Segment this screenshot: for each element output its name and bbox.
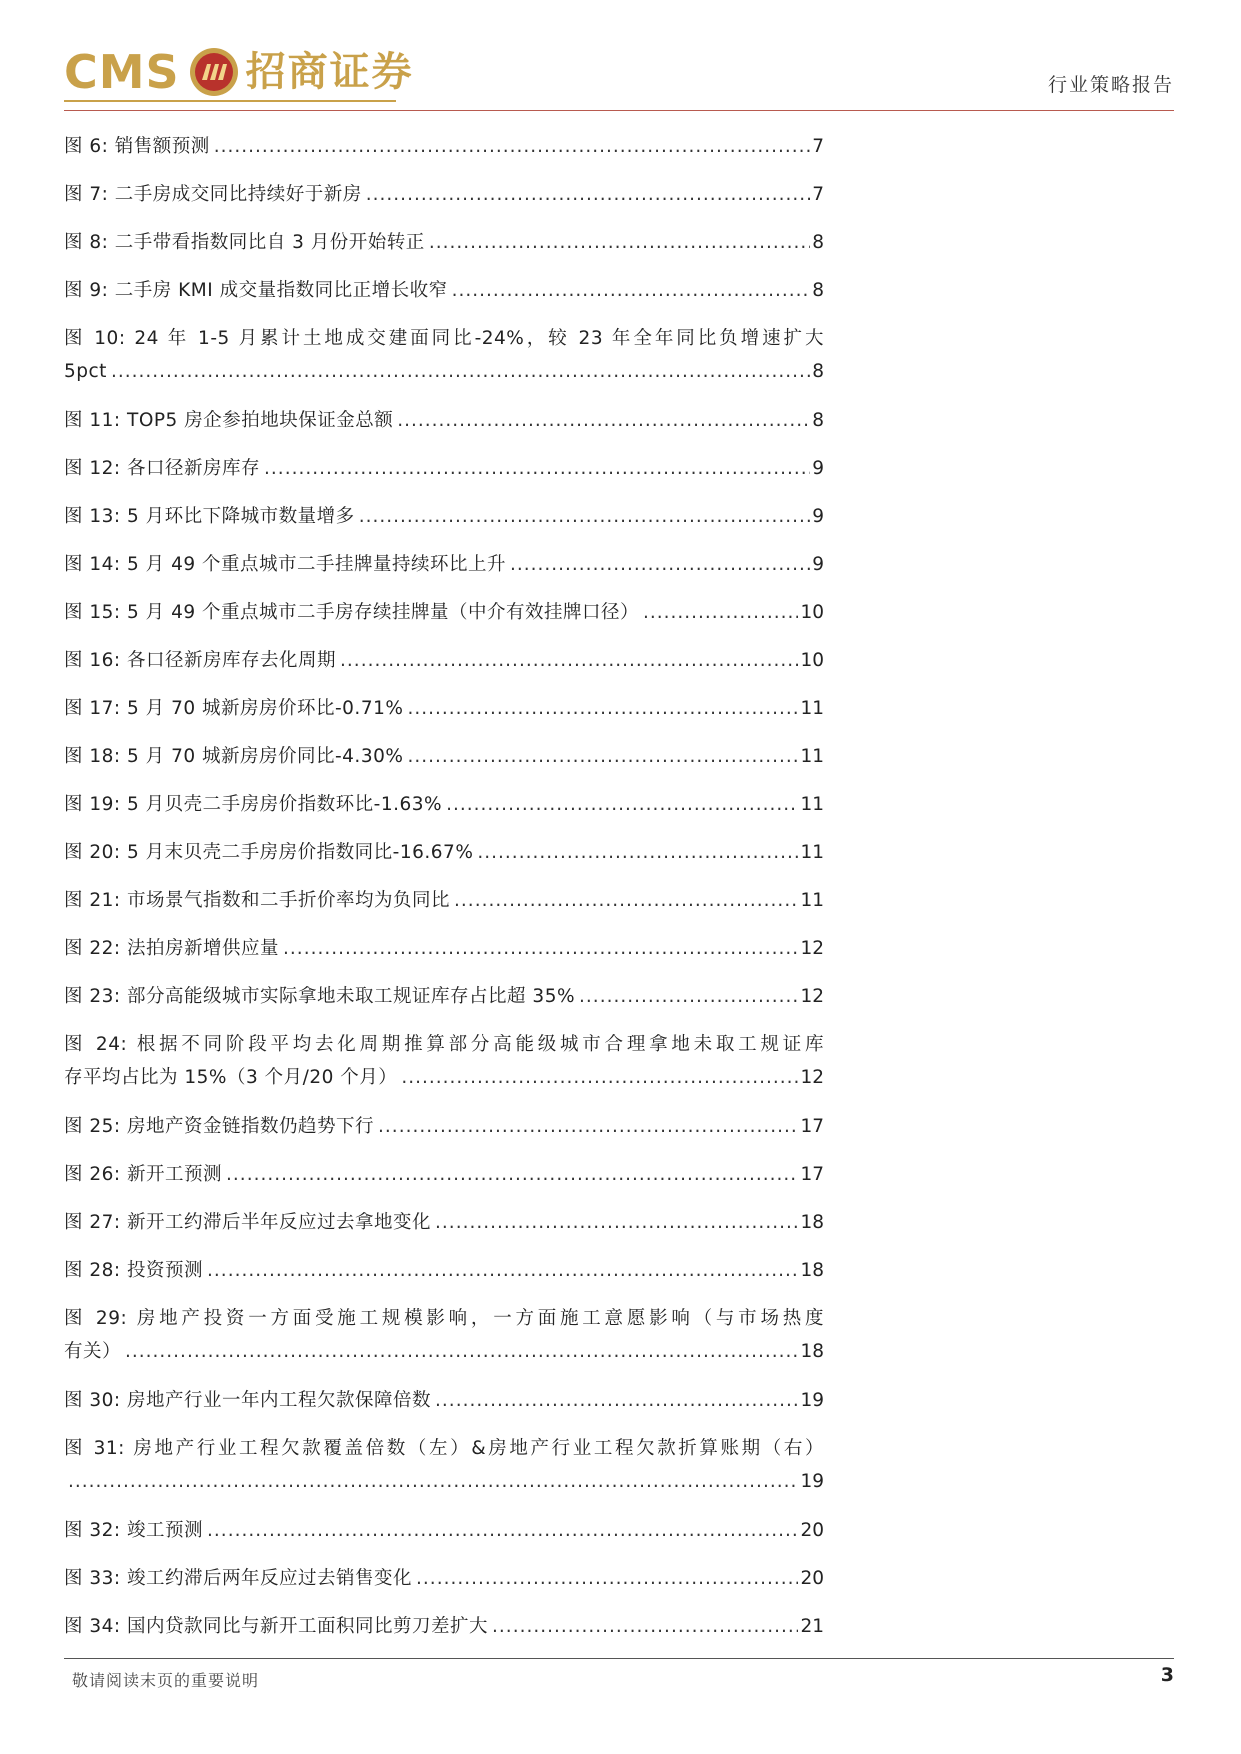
toc-entry-row [64, 1508, 824, 1547]
toc-entry-row [64, 172, 824, 211]
toc-entry-row [64, 1104, 824, 1143]
toc-dot-leader [226, 1158, 798, 1191]
toc-entry-title: 图 22: 法拍房新增供应量 [64, 938, 280, 959]
toc-page-number: 10 [800, 650, 824, 671]
toc-entry-row [64, 355, 824, 388]
toc-entry[interactable] [64, 1556, 824, 1604]
toc-entry-title: 图 8: 二手带看指数同比自 3 月份开始转正 [64, 232, 425, 253]
toc-entry[interactable] [64, 1604, 824, 1652]
toc-entry[interactable] [64, 686, 824, 734]
toc-entry[interactable] [64, 878, 824, 926]
toc-dot-leader [452, 274, 811, 307]
toc-entry[interactable] [64, 1248, 824, 1296]
toc-page-number: 17 [800, 1116, 824, 1137]
toc-page-number: 19 [800, 1390, 824, 1411]
toc-dot-leader [454, 884, 798, 917]
toc-entry-title: 图 28: 投资预测 [64, 1260, 204, 1281]
toc-dot-leader [435, 1206, 798, 1239]
logo-chinese-text: 招商证券 [245, 48, 414, 95]
toc-entry-row [64, 1248, 824, 1287]
toc-entry-title: 图 30: 房地产行业一年内工程欠款保障倍数 [64, 1390, 432, 1411]
toc-dot-leader [397, 404, 810, 437]
toc-entry[interactable] [64, 1296, 824, 1378]
toc-entry-title: 图 18: 5 月 70 城新房房价同比-4.30% [64, 746, 404, 767]
toc-dot-leader [401, 1061, 798, 1094]
toc-entry-row [64, 1335, 824, 1368]
logo-underline [64, 100, 396, 102]
toc-dot-leader [264, 452, 810, 485]
toc-entry-row [64, 782, 824, 821]
toc-page-number: 7 [812, 184, 824, 205]
toc-entry-row [64, 446, 824, 485]
logo-latin-text: CMS [64, 45, 180, 99]
toc-entry[interactable] [64, 1508, 824, 1556]
toc-entry-row [64, 590, 824, 629]
toc-entry[interactable] [64, 1104, 824, 1152]
toc-entry-row [64, 926, 824, 965]
footer-disclaimer: 敬请阅读末页的重要说明 [72, 1671, 260, 1690]
toc-entry-title: 图 11: TOP5 房企参拍地块保证金总额 [64, 410, 394, 431]
logo-emblem-icon [188, 46, 240, 98]
toc-dot-leader [510, 548, 810, 581]
toc-entry[interactable] [64, 446, 824, 494]
toc-entry[interactable] [64, 1152, 824, 1200]
toc-dot-leader [492, 1610, 798, 1643]
toc-entry[interactable] [64, 1200, 824, 1248]
page-number: 3 [1160, 1664, 1174, 1686]
toc-entry[interactable] [64, 268, 824, 316]
toc-entry-row [64, 220, 824, 259]
toc-dot-leader [643, 596, 798, 629]
toc-page-number: 11 [800, 746, 824, 767]
toc-dot-leader [416, 1562, 798, 1595]
toc-entry-row [64, 830, 824, 869]
toc-entry[interactable] [64, 590, 824, 638]
toc-entry-row [64, 1152, 824, 1191]
toc-entry-title: 图 34: 国内贷款同比与新开工面积同比剪刀差扩大 [64, 1616, 489, 1637]
toc-dot-leader [340, 644, 798, 677]
figure-list [64, 124, 824, 1652]
toc-entry-title: 图 21: 市场景气指数和二手折价率均为负同比 [64, 890, 451, 911]
toc-entry-row [64, 1378, 824, 1417]
toc-entry-row [64, 1200, 824, 1239]
toc-entry-title: 图 13: 5 月环比下降城市数量增多 [64, 506, 355, 527]
toc-entry-row [64, 542, 824, 581]
toc-entry-title: 图 27: 新开工约滞后半年反应过去拿地变化 [64, 1212, 432, 1233]
toc-entry-title: 图 17: 5 月 70 城新房房价环比-0.71% [64, 698, 404, 719]
toc-dot-leader [579, 980, 798, 1013]
toc-dot-leader [429, 226, 810, 259]
toc-entry[interactable] [64, 1022, 824, 1104]
toc-page-number: 8 [812, 232, 824, 253]
page-header [64, 40, 1174, 112]
toc-entry-title-line1: 图 24: 根据不同阶段平均去化周期推算部分高能级城市合理拿地未取工规证库 [64, 1034, 824, 1055]
toc-entry-title-line1: 图 10: 24 年 1-5 月累计土地成交建面同比-24%，较 23 年全年同比负增速扩大 [64, 328, 824, 349]
toc-entry[interactable] [64, 124, 824, 172]
toc-entry-title: 图 15: 5 月 49 个重点城市二手房存续挂牌量（中介有效挂牌口径） [64, 602, 639, 623]
toc-page-number: 8 [812, 361, 824, 382]
toc-entry[interactable] [64, 1378, 824, 1426]
toc-entry-row [64, 974, 824, 1013]
toc-page-number: 8 [812, 280, 824, 301]
toc-entry-title-line2: 存平均占比为 15%（3 个月/20 个月） [64, 1067, 398, 1088]
toc-entry-row [64, 398, 824, 437]
toc-entry[interactable] [64, 542, 824, 590]
toc-dot-leader [435, 1384, 798, 1417]
toc-dot-leader [125, 1335, 798, 1368]
toc-page-number: 9 [812, 458, 824, 479]
toc-dot-leader [477, 836, 798, 869]
toc-entry-row [64, 734, 824, 773]
toc-dot-leader [407, 692, 798, 725]
toc-entry[interactable] [64, 1426, 824, 1508]
toc-dot-leader [68, 1465, 798, 1498]
toc-dot-leader [407, 740, 798, 773]
toc-page-number: 11 [800, 842, 824, 863]
toc-entry[interactable] [64, 316, 824, 398]
toc-entry-row [64, 1604, 824, 1643]
toc-entry-title: 图 26: 新开工预测 [64, 1164, 223, 1185]
toc-entry[interactable] [64, 638, 824, 686]
toc-entry-title-line1: 图 29: 房地产投资一方面受施工规模影响，一方面施工意愿影响（与市场热度 [64, 1308, 824, 1329]
toc-page-number: 12 [800, 938, 824, 959]
toc-entry-row [64, 878, 824, 917]
toc-entry-title-line2: 有关） [64, 1341, 122, 1362]
toc-page-number: 18 [800, 1341, 824, 1362]
toc-dot-leader [207, 1254, 798, 1287]
toc-page-number: 20 [800, 1568, 824, 1589]
toc-dot-leader [359, 500, 811, 533]
toc-dot-leader [207, 1514, 798, 1547]
toc-dot-leader [111, 355, 810, 388]
toc-page-number: 20 [800, 1520, 824, 1541]
toc-dot-leader [378, 1110, 798, 1143]
toc-entry-title: 图 19: 5 月贝壳二手房房价指数环比-1.63% [64, 794, 443, 815]
toc-entry[interactable] [64, 974, 824, 1022]
toc-entry[interactable] [64, 830, 824, 878]
toc-entry-row [64, 1465, 824, 1498]
toc-entry-title: 图 23: 部分高能级城市实际拿地未取工规证库存占比超 35% [64, 986, 576, 1007]
toc-page-number: 18 [800, 1212, 824, 1233]
toc-page-number: 11 [800, 890, 824, 911]
toc-entry-title: 图 33: 竣工约滞后两年反应过去销售变化 [64, 1568, 413, 1589]
header-divider [64, 110, 1174, 111]
toc-page-number: 10 [800, 602, 824, 623]
toc-entry-row [64, 494, 824, 533]
toc-page-number: 9 [812, 506, 824, 527]
toc-entry-title-line1: 图 31: 房地产行业工程欠款覆盖倍数（左）&房地产行业工程欠款折算账期（右） [64, 1438, 824, 1459]
toc-page-number: 7 [812, 136, 824, 157]
toc-entry-row [64, 124, 824, 163]
toc-dot-leader [366, 178, 810, 211]
toc-dot-leader [214, 130, 810, 163]
toc-page-number: 11 [800, 698, 824, 719]
toc-page-number: 21 [800, 1616, 824, 1637]
toc-entry-row [64, 686, 824, 725]
toc-entry-title: 图 14: 5 月 49 个重点城市二手挂牌量持续环比上升 [64, 554, 506, 575]
toc-page-number: 18 [800, 1260, 824, 1281]
toc-page-number: 11 [800, 794, 824, 815]
footer-divider [64, 1658, 1174, 1659]
report-type-label: 行业策略报告 [1047, 74, 1174, 96]
toc-entry[interactable] [64, 782, 824, 830]
toc-entry-title: 图 6: 销售额预测 [64, 136, 210, 157]
toc-entry-title: 图 7: 二手房成交同比持续好于新房 [64, 184, 362, 205]
toc-entry[interactable] [64, 734, 824, 782]
toc-page-number: 17 [800, 1164, 824, 1185]
toc-entry-title: 图 20: 5 月末贝壳二手房房价指数同比-16.67% [64, 842, 474, 863]
toc-page-number: 12 [800, 986, 824, 1007]
toc-entry-row [64, 268, 824, 307]
toc-page-number: 19 [800, 1471, 824, 1492]
toc-entry[interactable] [64, 220, 824, 268]
toc-entry-title: 图 12: 各口径新房库存 [64, 458, 261, 479]
toc-page-number: 9 [812, 554, 824, 575]
toc-page-number: 8 [812, 410, 824, 431]
toc-entry[interactable] [64, 398, 824, 446]
toc-entry[interactable] [64, 494, 824, 542]
toc-dot-leader [446, 788, 798, 821]
toc-entry-row [64, 1061, 824, 1094]
toc-entry[interactable] [64, 926, 824, 974]
toc-entry-title: 图 16: 各口径新房库存去化周期 [64, 650, 337, 671]
toc-entry-title-line2: 5pct [64, 361, 107, 382]
toc-entry-row [64, 638, 824, 677]
company-logo [64, 44, 414, 100]
toc-entry-title: 图 25: 房地产资金链指数仍趋势下行 [64, 1116, 375, 1137]
toc-entry-title: 图 32: 竣工预测 [64, 1520, 204, 1541]
toc-entry[interactable] [64, 172, 824, 220]
toc-entry-title: 图 9: 二手房 KMI 成交量指数同比正增长收窄 [64, 280, 448, 301]
toc-entry-row [64, 1556, 824, 1595]
toc-dot-leader [283, 932, 798, 965]
toc-page-number: 12 [800, 1067, 824, 1088]
